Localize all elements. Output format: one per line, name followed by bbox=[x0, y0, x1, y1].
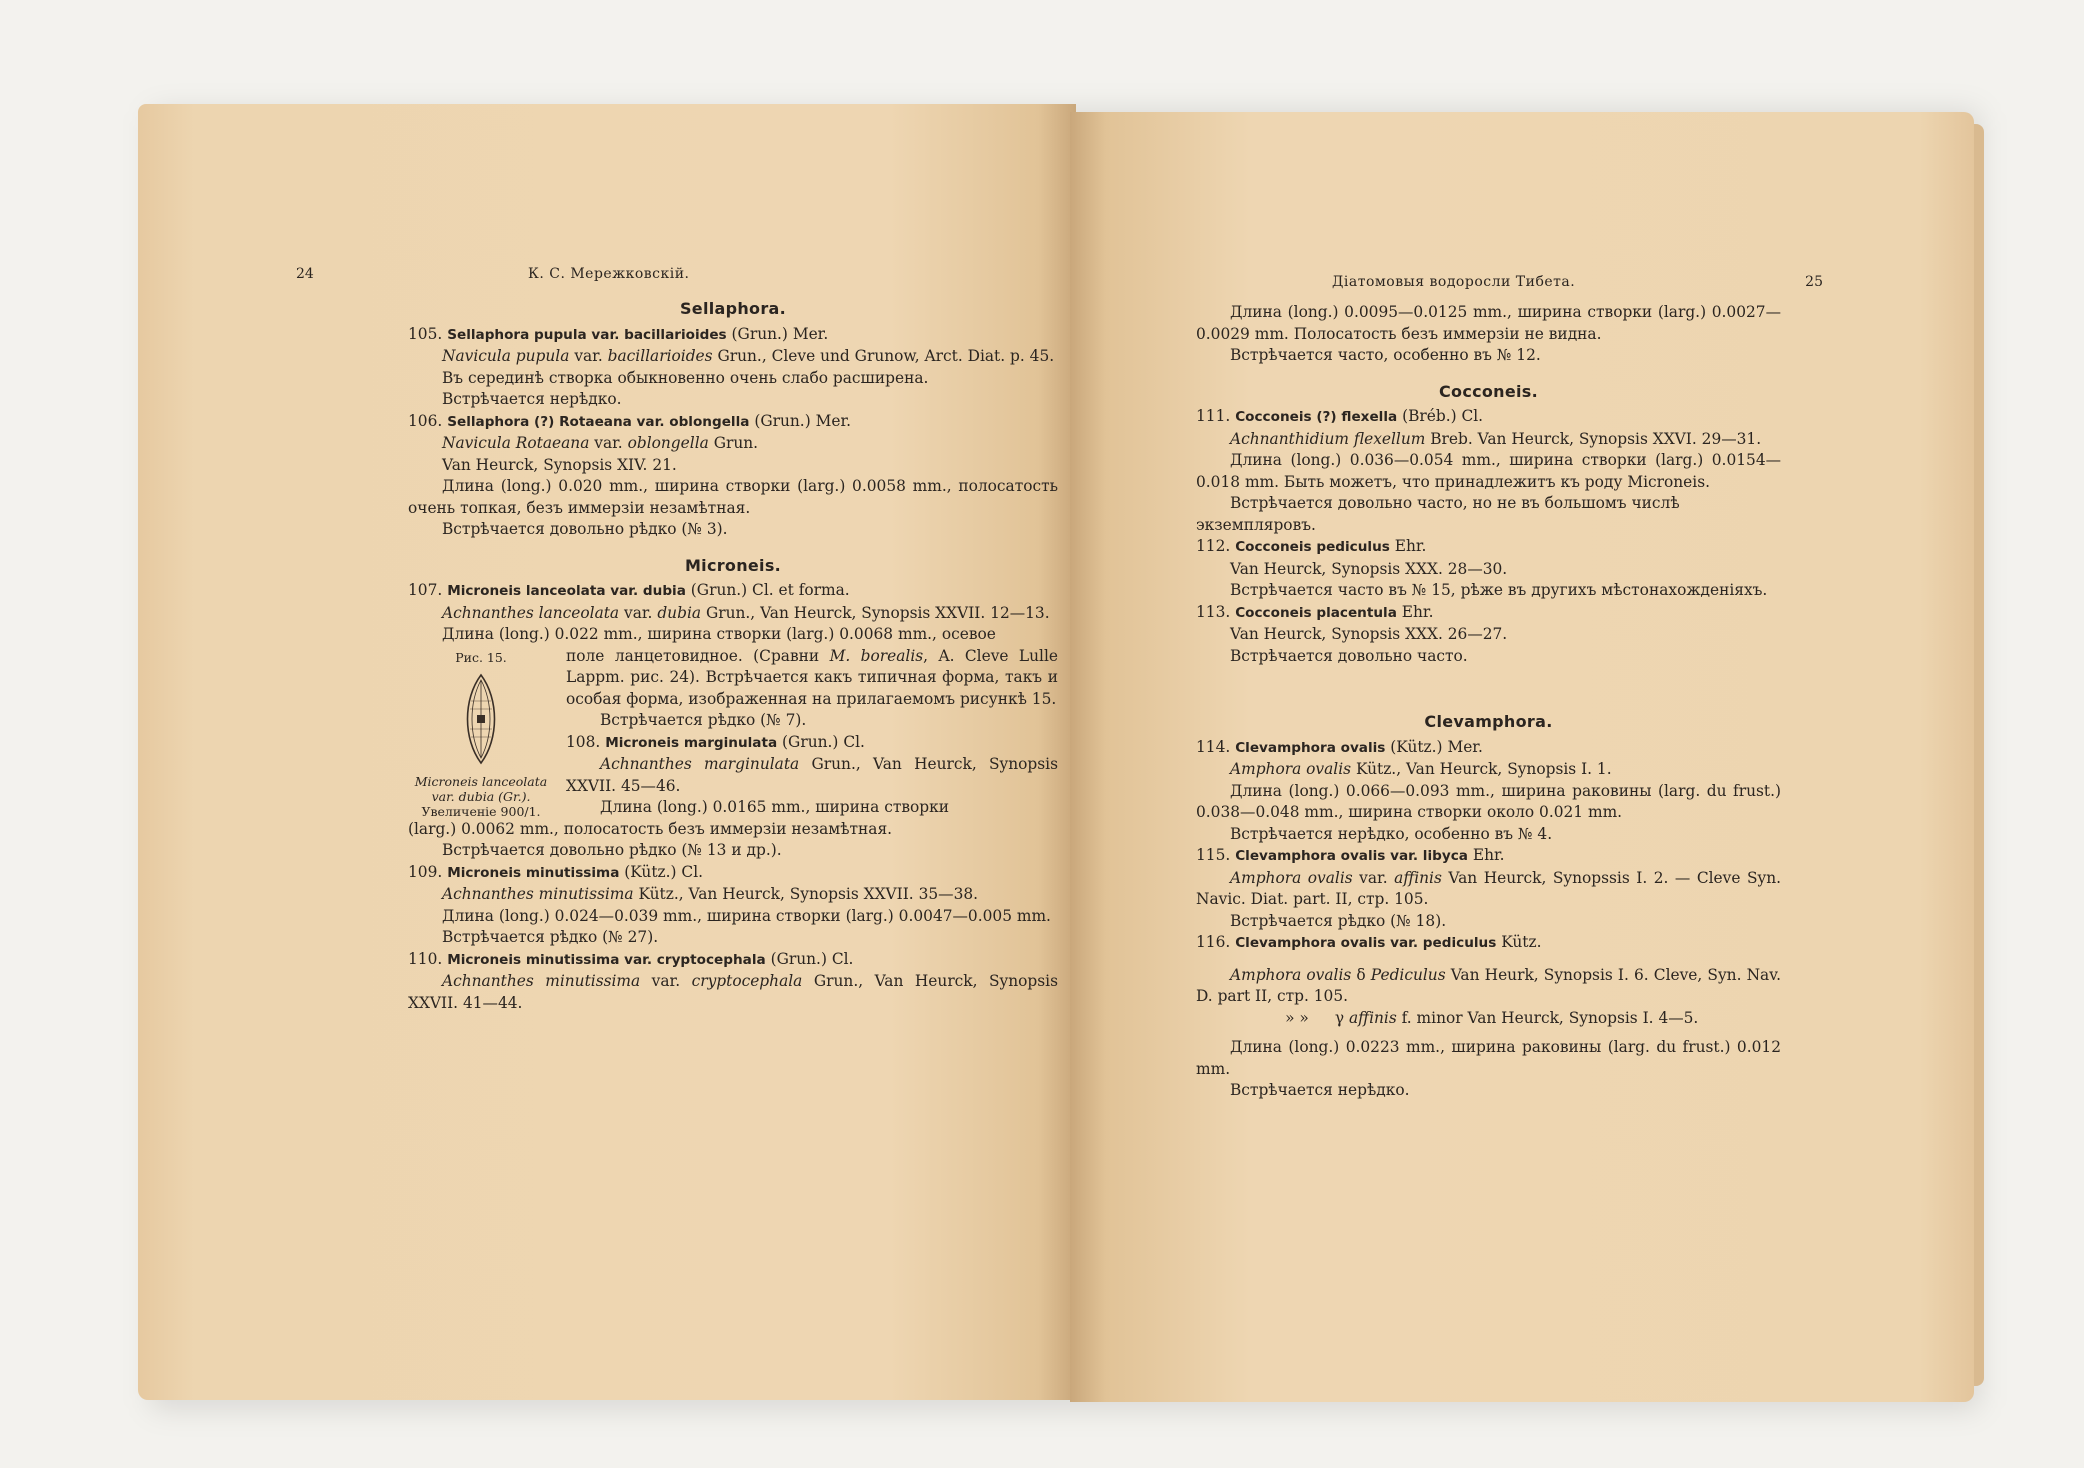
entry-116-synonym-2: » » γ affinis f. minor Van Heurck, Synopsis I. 4—5. bbox=[1285, 1008, 1699, 1027]
entry-108-synonym: Achnanthes marginulata Grun., Van Heurck, Synopsis XXVII. 45—46. bbox=[566, 755, 1058, 795]
entry-114-description: Длина (long.) 0.066—0.093 mm., ширина раковины (larg. du frust.) 0.038—0.048 mm., ширина створки около 0.021 mm. bbox=[1196, 781, 1781, 821]
entry-116-occurrence: Встрѣчается нерѣдко. bbox=[1230, 1081, 1410, 1099]
entry-106-title: 106. Sellaphora (?) Rotaeana var. oblongella (Grun.) Mer. bbox=[408, 411, 852, 430]
entry-110-title: 110. Microneis minutissima var. cryptocephala (Grun.) Cl. bbox=[408, 949, 854, 968]
entry-108-title: 108. Microneis marginulata (Grun.) Cl. bbox=[566, 732, 865, 751]
left-page-header bbox=[296, 264, 1058, 294]
entry-112-reference: Van Heurck, Synopsis XXX. 28—30. bbox=[1230, 559, 1508, 578]
running-head-left: К. С. Мережковскій. bbox=[528, 266, 690, 282]
entry-110-synonym: Achnanthes minutissima var. cryptocephala Grun., Van Heurck, Synopsis XXVII. 41—44. bbox=[408, 972, 1058, 1012]
entry-116-title: 116. Clevamphora ovalis var. pediculus Kütz. bbox=[1196, 933, 1542, 951]
entry-105-description: Въ серединѣ створка обыкновенно очень слабо расширена. bbox=[442, 368, 929, 387]
entry-109-occurrence: Встрѣчается рѣдко (№ 27). bbox=[442, 928, 659, 946]
entry-114-occurrence: Встрѣчается нерѣдко, особенно въ № 4. bbox=[1230, 824, 1553, 843]
figure-caption: Microneis lanceolata var. dubia (Gr.). bbox=[414, 773, 548, 804]
entry-113-occurrence: Встрѣчается довольно часто. bbox=[1230, 646, 1468, 665]
entry-116-description: Длина (long.) 0.0223 mm., ширина раковины (larg. du frust.) 0.012 mm. bbox=[1196, 1038, 1781, 1078]
entry-108-description-start: Длина (long.) 0.0165 mm., ширина створки bbox=[600, 798, 950, 816]
entry-107-synonym: Achnanthes lanceolata var. dubia Grun., Van Heurck, Synopsis XXVII. 12—13. bbox=[442, 603, 1050, 622]
section-title-cocconeis: Cocconeis. bbox=[1438, 381, 1539, 401]
entry-115-title: 115. Clevamphora ovalis var. libyca Ehr. bbox=[1196, 846, 1505, 864]
entry-114-title: 114. Clevamphora ovalis (Kütz.) Mer. bbox=[1196, 737, 1483, 756]
left-page bbox=[138, 104, 1076, 1400]
entry-108-occurrence: Встрѣчается довольно рѣдко (№ 13 и др.). bbox=[442, 841, 782, 859]
entry-107-title: 107. Microneis lanceolata var. dubia (Grun.) Cl. et forma. bbox=[408, 581, 850, 599]
entry-112-title: 112. Cocconeis pediculus Ehr. bbox=[1196, 537, 1427, 555]
entry-109-synonym: Achnanthes minutissima Kütz., Van Heurck, Synopsis XXVII. 35—38. bbox=[442, 885, 979, 903]
entry-112-occurrence: Встрѣчается часто въ № 15, рѣже въ другихъ мѣстонахожденіяхъ. bbox=[1230, 581, 1768, 599]
entry-106-occurrence: Встрѣчается довольно рѣдко (№ 3). bbox=[442, 520, 728, 538]
entry-113-reference: Van Heurck, Synopsis XXX. 26—27. bbox=[1230, 625, 1508, 643]
entry-115-occurrence: Встрѣчается рѣдко (№ 18). bbox=[1230, 911, 1447, 930]
figure-magnification: Увеличеніе 900/1. bbox=[421, 803, 541, 819]
section-title-sellaphora: Sellaphora. bbox=[679, 299, 787, 318]
right-page bbox=[1070, 112, 1974, 1402]
right-page-header bbox=[1196, 272, 1823, 302]
entry-107-description-cont: поле ланцетовидное. (Сравни M. borealis, A. Cleve Lulle Lappm. рис. 24). Встрѣчается какъ типичная форма, такъ и особая форма, изображенная на прилагаемомъ рисункѣ 15. bbox=[566, 646, 1059, 708]
section-title-microneis: Microneis. bbox=[684, 555, 782, 575]
entry-107-occurrence: Встрѣчается рѣдко (№ 7). bbox=[600, 711, 807, 729]
section-title-clevamphora: Clevamphora. bbox=[1424, 712, 1553, 731]
entry-108-description-cont: (larg.) 0.0062 mm., полосатость безъ иммерзіи незамѣтная. bbox=[408, 819, 893, 838]
entry-105-synonym: Navicula pupula var. bacillarioides Grun., Cleve und Grunow, Arct. Diat. p. 45. bbox=[442, 347, 1055, 365]
diatom-illustration bbox=[451, 671, 511, 767]
continued-occurrence: Встрѣчается часто, особенно въ № 12. bbox=[1230, 346, 1541, 364]
entry-111-synonym: Achnanthidium flexellum Breb. Van Heurck, Synopsis XXVI. 29—31. bbox=[1230, 429, 1762, 448]
entry-106-reference: Van Heurck, Synopsis XIV. 21. bbox=[442, 455, 677, 474]
entry-111-title: 111. Cocconeis (?) flexella (Bréb.) Cl. bbox=[1196, 407, 1484, 425]
entry-116-synonym-1: Amphora ovalis δ Pediculus Van Heurk, Synopsis I. 6. Cleve, Syn. Nav. D. part II, стр. 105. bbox=[1196, 965, 1781, 1005]
entry-111-description: Длина (long.) 0.036—0.054 mm., ширина створки (larg.) 0.0154—0.018 mm. Быть можетъ, что принадлежитъ къ роду Microneis. bbox=[1196, 451, 1781, 491]
page-number-left: 24 bbox=[296, 266, 314, 282]
entry-105-occurrence: Встрѣчается нерѣдко. bbox=[442, 390, 622, 408]
entry-115-synonym: Amphora ovalis var. affinis Van Heurck, Synopssis I. 2. — Cleve Syn. Navic. Diat. part. II, стр. 105. bbox=[1196, 868, 1782, 908]
entry-111-occurrence: Встрѣчается довольно часто, но не въ большомъ числѣ экземпляровъ. bbox=[1196, 494, 1680, 534]
entry-114-synonym: Amphora ovalis Kütz., Van Heurck, Synopsis I. 1. bbox=[1230, 760, 1612, 778]
page-number-right: 25 bbox=[1805, 274, 1823, 290]
figure-15 bbox=[408, 646, 554, 819]
right-page-content bbox=[1196, 272, 1823, 1102]
entry-113-title: 113. Cocconeis placentula Ehr. bbox=[1196, 602, 1434, 621]
running-head-right: Діатомовыя водоросли Тибета. bbox=[1332, 274, 1576, 290]
entry-109-description: Длина (long.) 0.024—0.039 mm., ширина створки (larg.) 0.0047—0.005 mm. bbox=[442, 906, 1051, 925]
entry-105-title: 105. Sellaphora pupula var. bacillarioides (Grun.) Mer. bbox=[408, 324, 829, 343]
entry-106-synonym: Navicula Rotaeana var. oblongella Grun. bbox=[442, 434, 759, 452]
entry-106-description: Длина (long.) 0.020 mm., ширина створки (larg.) 0.0058 mm., полосатость очень топкая, безъ иммерзіи незамѣтная. bbox=[408, 477, 1058, 517]
left-page-content bbox=[296, 264, 1059, 1014]
figure-row bbox=[408, 646, 1058, 819]
entry-107-description-start: Длина (long.) 0.022 mm., ширина створки (larg.) 0.0068 mm., осевое bbox=[442, 625, 996, 643]
entry-109-title: 109. Microneis minutissima (Kütz.) Cl. bbox=[408, 862, 704, 881]
figure-side-text bbox=[554, 646, 1058, 819]
figure-label: Рис. 15. bbox=[455, 649, 507, 665]
continued-description: Длина (long.) 0.0095—0.0125 mm., ширина створки (larg.) 0.0027—0.0029 mm. Полосатость безъ иммерзіи не видна. bbox=[1196, 303, 1781, 343]
